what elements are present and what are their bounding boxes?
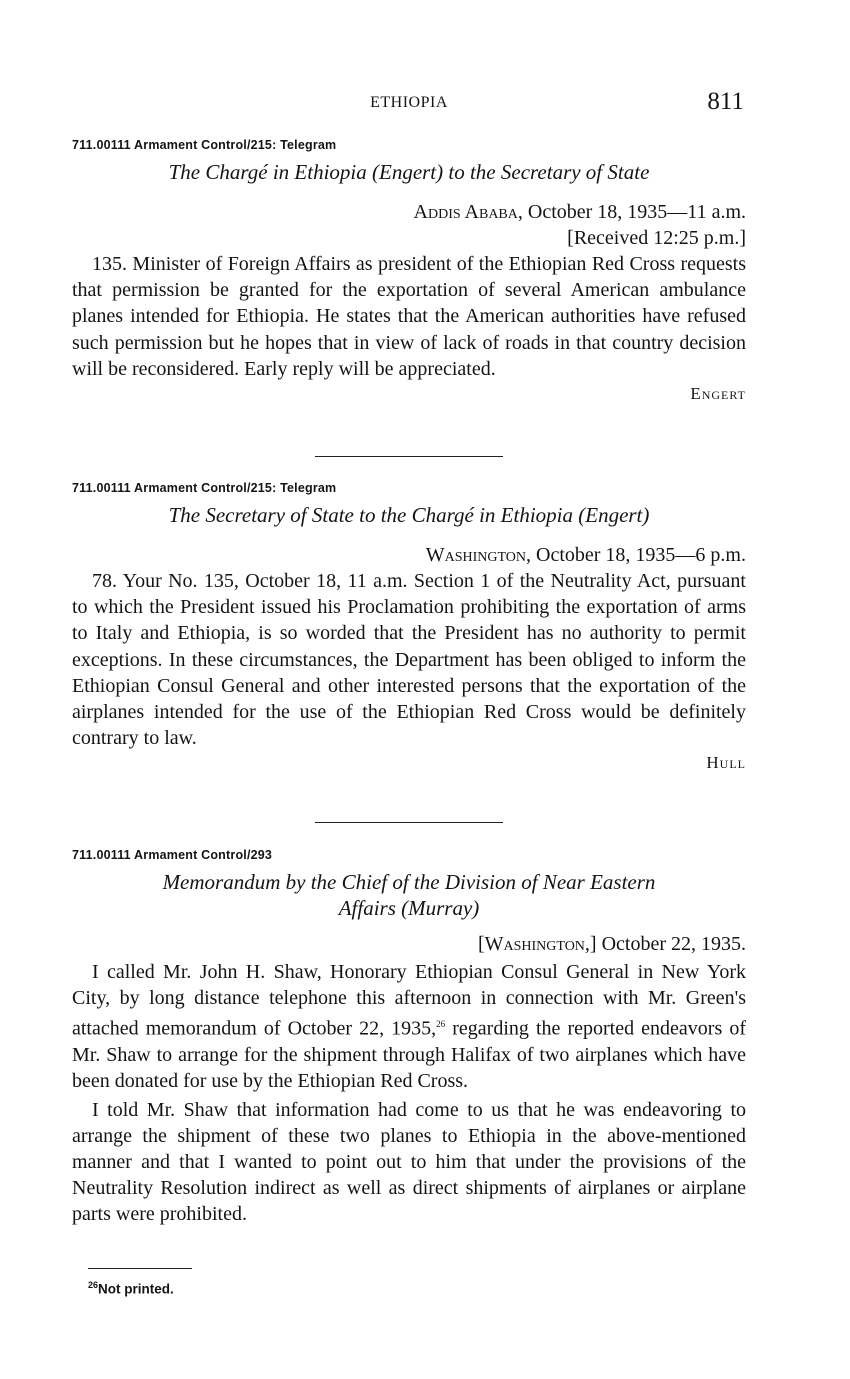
dateline-date: October 22, 1935.	[601, 933, 746, 955]
document-title-line-2: Affairs (Murray)	[338, 896, 480, 920]
memorandum-murray	[72, 847, 746, 1228]
telegram-secretary-to-engert	[72, 480, 746, 773]
running-head	[72, 88, 746, 118]
dateline-place: Addis Ababa,	[413, 201, 523, 223]
paragraph-text: I called Mr. John H. Shaw, Honorary Ethiopian Consul General in New York City, by long distance telephone this afternoon in connection with Mr. Green's attached memorandum of October 22, 1935,	[72, 961, 746, 1041]
signature: Hull	[706, 753, 746, 773]
signature: Engert	[690, 384, 746, 404]
running-head-title: ETHIOPIA	[370, 94, 448, 111]
memorandum-paragraph-1	[72, 959, 746, 1095]
dateline	[72, 931, 746, 957]
footnote-number: 26	[88, 1280, 99, 1290]
document-title-line-1: Memorandum by the Chief of the Division of Near Eastern	[162, 870, 656, 894]
file-reference: 711.00111 Armament Control/215: Telegram	[72, 481, 337, 495]
telegram-body: 135. Minister of Foreign Affairs as president of the Ethiopian Red Cross requests that permission be granted for the exportation of several American ambulance planes intended for Ethiopia. He states that the American authorities have refused such permission but he hopes that in view of lack of roads in that country decision will be reconsidered. Early reply will be appreciated.	[72, 253, 746, 380]
dateline	[72, 542, 746, 568]
document-title: The Chargé in Ethiopia (Engert) to the Secretary of State	[168, 160, 650, 184]
dateline-place: [Washington,]	[477, 933, 597, 955]
file-reference: 711.00111 Armament Control/293	[72, 848, 273, 862]
dateline-date: October 18, 1935—11 a.m.	[527, 201, 746, 223]
telegram-engert-to-secretary	[72, 137, 746, 404]
telegram-body: 78. Your No. 135, October 18, 11 a.m. Section 1 of the Neutrality Act, pursuant to which the President issued his Proclamation prohibiting the exportation of arms to Italy and Ethiopia, is so worded that the President has no authority to permit exceptions. In these circumstances, the Department has been obliged to inform the Ethiopian Consul General and other interested persons that the exportation of the airplanes intended for the use of the Ethiopian Red Cross would be definitely contrary to law.	[72, 570, 746, 750]
page-number: 811	[707, 88, 744, 115]
footnote	[88, 1280, 174, 1297]
footnote-marker: 26	[436, 1019, 446, 1030]
dateline-date: October 18, 1935—6 p.m.	[536, 544, 746, 566]
document-title: The Secretary of State to the Chargé in Ethiopia (Engert)	[168, 503, 650, 527]
section-divider	[315, 822, 503, 823]
received-note: [Received 12:25 p.m.]	[567, 227, 746, 249]
footnote-rule	[88, 1268, 192, 1269]
section-divider	[315, 456, 503, 457]
dateline-place: Washington,	[425, 544, 532, 566]
paragraph-text: regarding the reported endeavors of Mr. Shaw to arrange for the shipment through Halifax of two airplanes which have been donated for use by the Ethiopian Red Cross.	[72, 1018, 746, 1093]
file-reference: 711.00111 Armament Control/215: Telegram	[72, 138, 337, 152]
memorandum-paragraph-2: I told Mr. Shaw that information had come to us that he was endeavoring to arrange the shipment of these two planes to Ethiopia in the above-mentioned manner and that I wanted to point out to him that under the provisions of the Neutrality Resolution indirect as well as direct shipments of airplanes or airplane parts were prohibited.	[72, 1098, 746, 1226]
footnote-text: Not printed.	[98, 1281, 174, 1297]
dateline	[72, 199, 746, 225]
